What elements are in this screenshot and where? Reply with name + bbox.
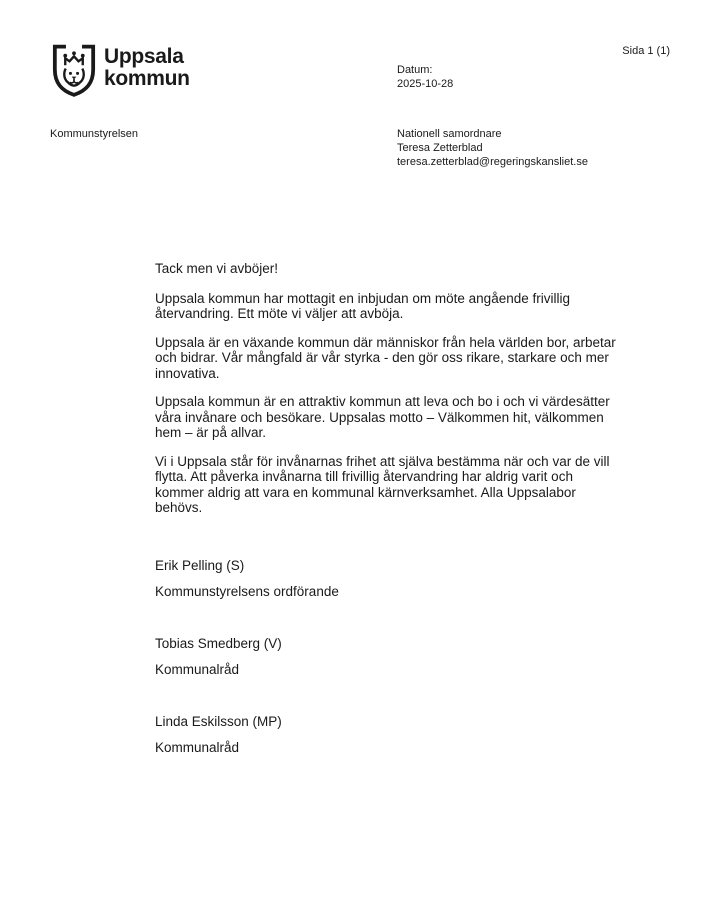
signature-block xyxy=(155,636,625,678)
signature-block xyxy=(155,558,625,600)
date-label: Datum: xyxy=(397,64,433,76)
letter-paragraph: Vi i Uppsala står för invånarnas frihet att själva bestämma när och var de vill flytta. Att påverka invånarna till frivillig återvandring har aldrig varit och kommer aldrig att vara en kommunal kärnverksamhet. Alla Uppsalabor behövs. xyxy=(155,453,610,515)
letter-heading: Tack men vi avböjer! xyxy=(155,261,279,276)
recipient-email: teresa.zetterblad@regeringskansliet.se xyxy=(397,156,588,168)
date-value: 2025-10-28 xyxy=(397,78,454,90)
letter-body xyxy=(155,261,625,792)
signature-list xyxy=(155,558,625,756)
signature-title: Kommunalråd xyxy=(155,740,240,755)
recipient-title: Nationell samordnare xyxy=(397,128,502,140)
sender-department: Kommunstyrelsen xyxy=(50,128,139,140)
letter-paragraph: Uppsala kommun är en attraktiv kommun att leva och bo i och vi värdesätter våra invånare och besökare. Uppsalas motto – Välkommen hit, välkommen hem – är på allvar. xyxy=(155,394,610,440)
signature-title: Kommunstyrelsens ordförande xyxy=(155,584,339,599)
signature-block xyxy=(155,714,625,756)
logo-wordmark-line1: Uppsala xyxy=(104,45,184,68)
letter-paragraph: Uppsala är en växande kommun där människor från hela världen bor, arbetar och bidrar. Vår mångfald är vår styrka - den gör oss rikare, starkare och mer innovativa. xyxy=(155,334,616,381)
recipient-name: Teresa Zetterblad xyxy=(397,142,483,154)
page-number: Sida 1 (1) xyxy=(622,45,670,57)
uppsala-lion-shield-icon xyxy=(50,44,98,97)
signature-name: Erik Pelling (S) xyxy=(155,557,245,573)
signature-title: Kommunalråd xyxy=(155,662,240,677)
signature-name: Tobias Smedberg (V) xyxy=(155,635,282,651)
logo-wordmark-line2: kommun xyxy=(104,67,190,90)
signature-name: Linda Eskilsson (MP) xyxy=(155,713,282,729)
date-block xyxy=(397,63,453,91)
letter-paragraph: Uppsala kommun har mottagit en inbjudan om möte angående frivillig återvandring. Ett möte vi väljer att avböja. xyxy=(155,290,570,321)
logo-wordmark xyxy=(104,46,190,90)
recipient-block xyxy=(397,127,588,169)
